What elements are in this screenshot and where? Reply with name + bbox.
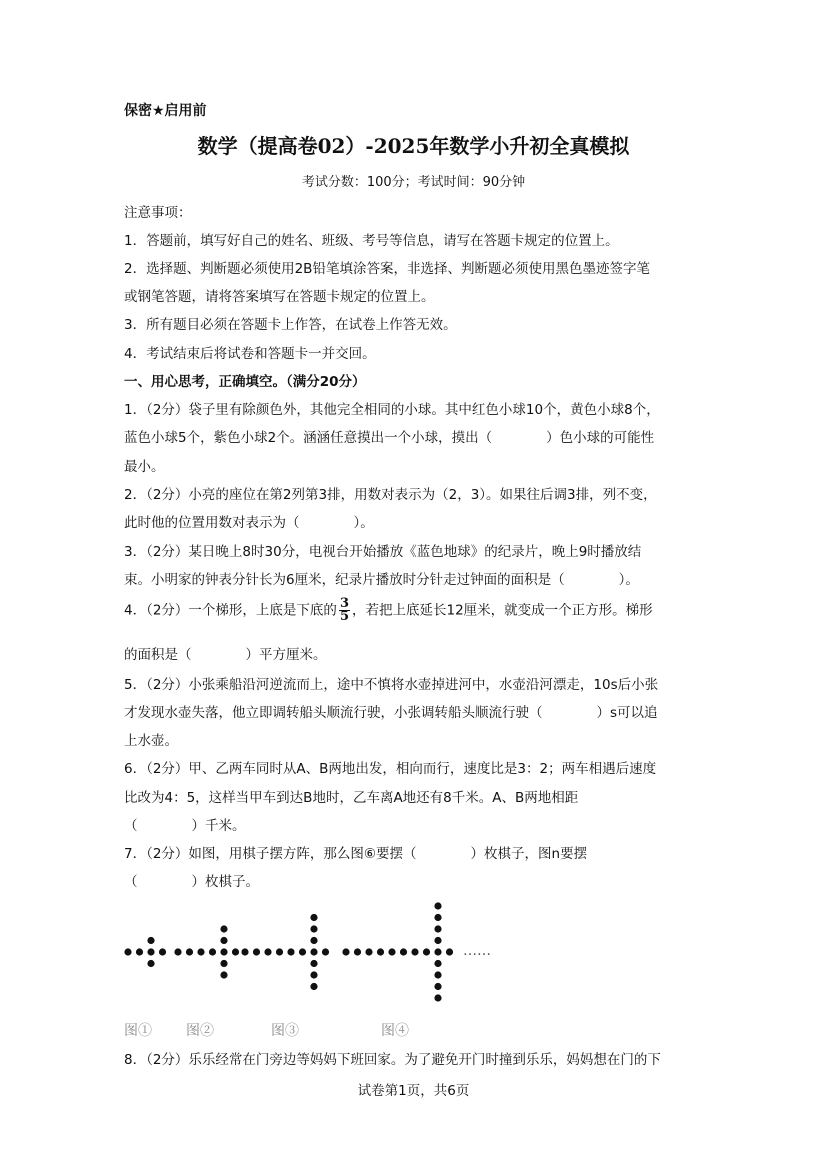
chess-piece-dot [220, 960, 227, 967]
chess-piece-dot [400, 948, 407, 955]
fraction [339, 598, 350, 623]
question-3-line: 3．（2分）某日晚上8时30分，电视台开始播放《蓝色地球》的纪录片，晚上9时播放结 [124, 544, 642, 560]
chess-piece-dot [310, 971, 317, 978]
chess-piece-dot [434, 914, 441, 921]
chess-piece-dot [377, 948, 384, 955]
question-6-line: 比改为4：5，这样当甲车到达B地时，乙车离A地还有8千米。A、B两地相距 [124, 790, 579, 806]
chess-piece-dot [253, 948, 260, 955]
page-footer: 试卷第1页，共6页 [357, 1083, 470, 1099]
chess-piece-dot [310, 948, 317, 955]
question-5-line: 上水壶。 [124, 733, 178, 749]
chess-piece-dot [310, 960, 317, 967]
chess-piece-dot [136, 948, 143, 955]
chess-piece-dot [174, 948, 181, 955]
question-2-line: 此时他的位置用数对表示为（ ）。 [124, 515, 374, 531]
chess-piece-dot [365, 948, 372, 955]
figure-caption-2: 图② [186, 1023, 214, 1039]
secret-label: 保密★启用前 [124, 103, 207, 119]
chess-piece-dot [299, 948, 306, 955]
question-6-line: 6．（2分）甲、乙两车同时从A、B两地出发，相向而行，速度比是3：2；两车相遇后速度 [124, 761, 657, 777]
chess-piece-dot [434, 983, 441, 990]
question-3-line: 束。小明家的钟表分针长为6厘米，纪录片播放时分针走过钟面的面积是（ ）。 [124, 572, 639, 588]
chess-piece-dot [434, 960, 441, 967]
chess-piece-dot [264, 948, 271, 955]
chess-piece-dot [220, 925, 227, 932]
chess-piece-dot [434, 902, 441, 909]
question-7-line: 7．（2分）如图，用棋子摆方阵，那么图⑥要摆（ ）枚棋子，图n要摆 [124, 846, 588, 862]
chess-piece-dot [241, 948, 248, 955]
chess-piece-dot [197, 948, 204, 955]
note-item: 2．选择题、判断题必须使用2B铅笔填涂答案，非选择、判断题必须使用黑色墨迹签字笔 [124, 261, 650, 277]
chess-piece-dot [354, 948, 361, 955]
chess-piece-dot [310, 937, 317, 944]
chess-piece-dot [342, 948, 349, 955]
question-2-line: 2．（2分）小亮的座位在第2列第3排，用数对表示为（2，3）。如果往后调3排，列不变， [124, 487, 657, 503]
question-5-line: 5．（2分）小张乘船沿河逆流而上，途中不慎将水壶掉进河中，水壶沿河漂走，10s后小张 [124, 677, 659, 693]
chess-piece-dot [434, 925, 441, 932]
note-item: 4．考试结束后将试卷和答题卡一并交回。 [124, 346, 376, 362]
note-item: 或钢笔答题，请将答案填写在答题卡规定的位置上。 [124, 289, 435, 305]
chess-piece-dot [209, 948, 216, 955]
section-heading: 一、用心思考，正确填空。（满分20分） [124, 374, 366, 390]
question-4-line: 的面积是（ ）平方厘米。 [124, 647, 327, 663]
figure-caption-4: 图④ [381, 1023, 409, 1039]
chess-piece-dot [310, 925, 317, 932]
chess-piece-dot [147, 960, 154, 967]
chess-piece-dot [310, 914, 317, 921]
dot-patterns [124, 902, 453, 1001]
chess-piece-dot [388, 948, 395, 955]
chess-piece-dot [147, 937, 154, 944]
fraction-denominator: 5 [339, 609, 349, 624]
chess-piece-dot [159, 948, 166, 955]
ellipsis: …… [463, 943, 491, 959]
chess-piece-dot [322, 948, 329, 955]
chess-piece-dot [411, 948, 418, 955]
chess-piece-dot [434, 971, 441, 978]
exam-subtitle: 考试分数：100分；考试时间：90分钟 [301, 175, 526, 190]
question-4-line [124, 598, 653, 623]
chess-piece-dot [310, 983, 317, 990]
figure-caption-1: 图① [124, 1023, 152, 1039]
chess-piece-dot [220, 948, 227, 955]
chess-piece-dot [124, 948, 131, 955]
question-1-line: 1．（2分）袋子里有除颜色外，其他完全相同的小球。其中红色小球10个，黄色小球8个， [124, 402, 660, 418]
chess-piece-dot [147, 948, 154, 955]
question-7-line: （ ）枚棋子。 [124, 874, 259, 890]
question-1-line: 最小。 [124, 459, 165, 475]
question-1-line: 蓝色小球5个，紫色小球2个。涵涵任意摸出一个小球，摸出（ ）色小球的可能性 [124, 430, 655, 446]
notes-heading: 注意事项： [124, 205, 192, 221]
chess-piece-dot [276, 948, 283, 955]
note-item: 1．答题前，填写好自己的姓名、班级、考号等信息，请写在答题卡规定的位置上。 [124, 233, 619, 249]
chess-piece-dot [446, 948, 453, 955]
fraction-numerator: 3 [339, 596, 349, 611]
chess-pattern-figure [118, 892, 518, 1012]
chess-piece-dot [186, 948, 193, 955]
question-4-text-before: 4．（2分）一个梯形，上底是下底的 [124, 602, 337, 619]
exam-title: 数学（提高卷02）-2025年数学小升初全真模拟 [197, 134, 630, 158]
chess-piece-dot [423, 948, 430, 955]
note-item: 3．所有题目必须在答题卡上作答，在试卷上作答无效。 [124, 317, 457, 333]
question-5-line: 才发现水壶失落，他立即调转船头顺流行驶，小张调转船头顺流行驶（ ）s可以追 [124, 705, 658, 721]
chess-piece-dot [434, 937, 441, 944]
chess-piece-dot [220, 937, 227, 944]
figure-caption-3: 图③ [271, 1023, 299, 1039]
chess-piece-dot [287, 948, 294, 955]
question-4-text-after: ，若把上底延长12厘米，就变成一个正方形。梯形 [351, 602, 653, 619]
chess-piece-dot [434, 994, 441, 1001]
chess-piece-dot [220, 971, 227, 978]
question-8-line: 8．（2分）乐乐经常在门旁边等妈妈下班回家。为了避免开门时撞到乐乐，妈妈想在门的下 [124, 1052, 661, 1068]
chess-piece-dot [232, 948, 239, 955]
chess-piece-dot [434, 948, 441, 955]
question-6-line: （ ）千米。 [124, 818, 246, 834]
